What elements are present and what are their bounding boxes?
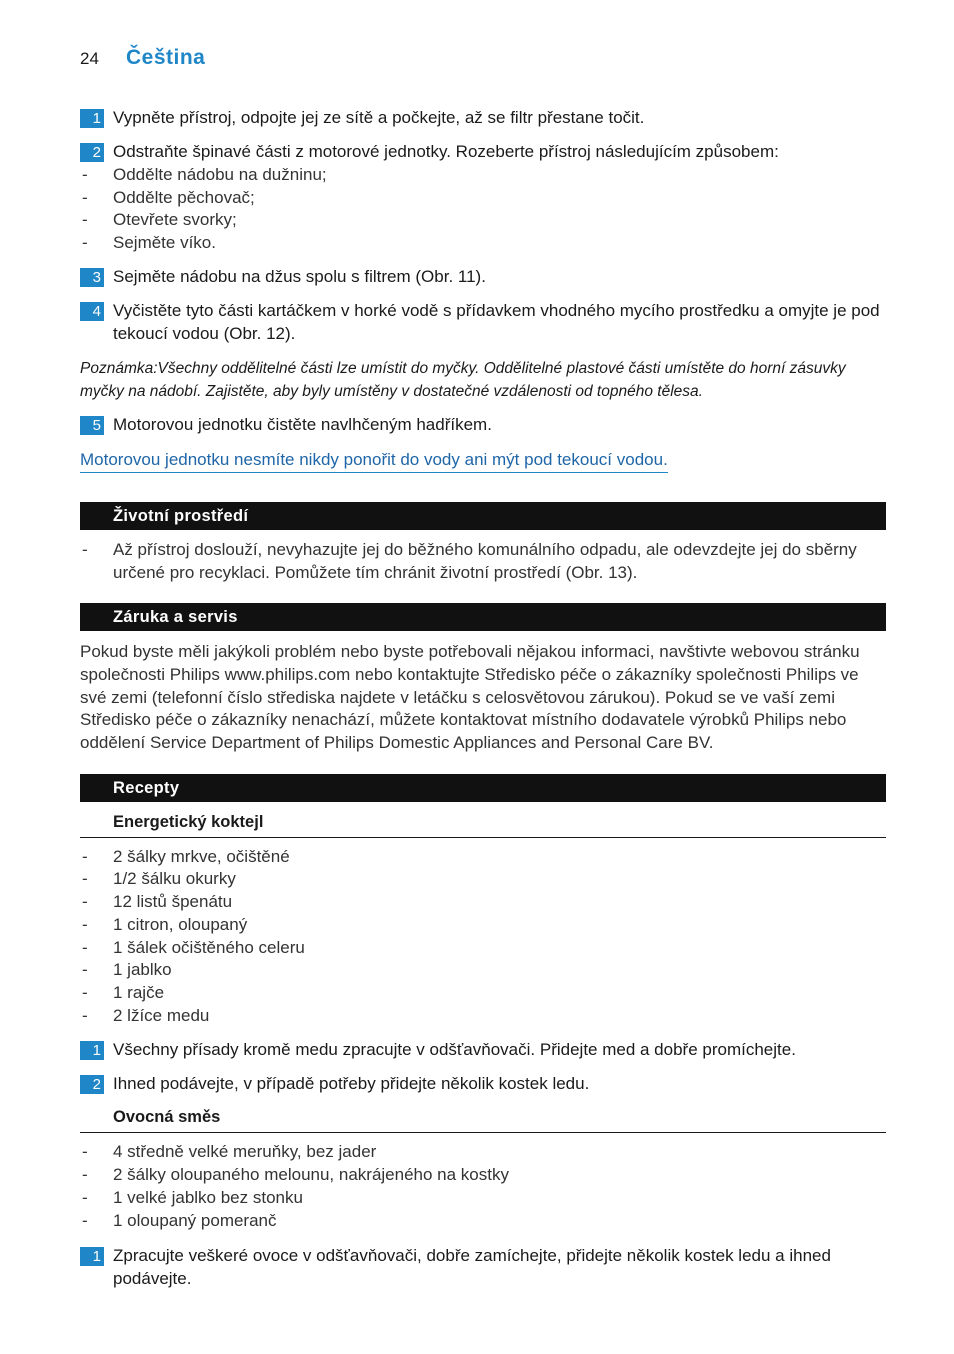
bullet-dash: - (82, 1211, 88, 1230)
bullet-dash: - (82, 960, 88, 979)
guarantee-paragraph: Pokud byste měli jakýkoli problém nebo byste potřebovali nějakou informaci, navštivte webovou stránku společnosti Philips www.philips.com nebo kontaktujte Středisko péče o zákazníky společnosti Philips ve své zemi (telefonní číslo střediska najdete v letáčku s celosvětovou zárukou). Pokud se ve vaší zemi Středisko péče o zákazníky nenachází, můžete kontaktovat místního dodavatele výrobků Philips nebo oddělení Service Department of Philips Domestic Appliances and Personal Care BV. (80, 642, 860, 753)
step-text: Zpracujte veškeré ovoce v odšťavňovači, dobře zamíchejte, přidejte několik kostek ledu a ihned podávejte. (113, 1246, 831, 1288)
page-number: 24 (80, 49, 99, 68)
bullet-dash: - (82, 210, 88, 229)
bullet-dash: - (82, 1188, 88, 1207)
bullet-dash: - (82, 233, 88, 252)
bullet-dash: - (82, 869, 88, 888)
bullet-dash: - (82, 938, 88, 957)
bullet-dash: - (82, 847, 88, 866)
step-number-badge: 1 (80, 1247, 104, 1266)
list-item: - Otevřete svorky; (80, 209, 886, 232)
section-title: Recepty (113, 779, 180, 797)
list-item: - 1/2 šálku okurky (80, 868, 886, 891)
cleaning-step-5 (80, 414, 886, 437)
bullet-dash: - (82, 1142, 88, 1161)
step-text: Vyčistěte tyto části kartáčkem v horké vodě s přídavkem vhodného mycího prostředku a omyjte je pod tekoucí vodou (Obr. 12). (113, 301, 880, 343)
list-item: - 4 středně velké meruňky, bez jader (80, 1141, 886, 1164)
step-text: Ihned podávejte, v případě potřeby přidejte několik kostek ledu. (113, 1074, 590, 1093)
list-item: - 1 rajče (80, 982, 886, 1005)
bullet-dash: - (82, 188, 88, 207)
step-text: Všechny přísady kromě medu zpracujte v odšťavňovači. Přidejte med a dobře promíchejte. (113, 1040, 796, 1059)
bullet-dash: - (82, 915, 88, 934)
cleaning-step-4 (80, 300, 886, 345)
section-title: Životní prostředí (113, 507, 249, 525)
list-item: - Až přístroj doslouží, nevyhazujte jej do běžného komunálního odpadu, ale odevzdejte jej do sběrny určené pro recyklaci. Pomůžete tím chránit životní prostředí (Obr. 13). (82, 540, 857, 582)
section-header-recipes (80, 774, 886, 802)
cleaning-step-3 (80, 266, 886, 289)
subheading-fruit-mix (80, 1106, 886, 1133)
bullet-dash: - (82, 892, 88, 911)
bullet-dash: - (82, 1006, 88, 1025)
warning-text: Motorovou jednotku nesmíte nikdy ponořit do vody ani mýt pod tekoucí vodou. (80, 449, 668, 473)
step-number-badge: 1 (80, 1041, 104, 1060)
section-title: Záruka a servis (113, 608, 238, 626)
list-item: - 1 šálek očištěného celeru (80, 937, 886, 960)
subheading-energy-cocktail (80, 811, 886, 838)
list-item: - 1 oloupaný pomeranč (80, 1210, 886, 1233)
subheading-title: Energetický koktejl (113, 813, 264, 831)
fruit-step-1 (80, 1245, 886, 1290)
list-item: - Sejměte víko. (80, 232, 886, 255)
list-item: - 1 citron, oloupaný (80, 914, 886, 937)
step-number-badge: 1 (80, 109, 104, 128)
section-header-environment (80, 502, 886, 530)
bullet-dash: - (82, 165, 88, 184)
list-item: - 1 velké jablko bez stonku (80, 1187, 886, 1210)
note-text: Poznámka:Všechny oddělitelné části lze umístit do myčky. Oddělitelné plastové části umístěte do horní zásuvky myčky na nádobí. Zajistěte, aby byly umístěny v dostatečné vzdálenosti od topného tělesa. (80, 360, 846, 400)
step-number-badge: 3 (80, 268, 104, 287)
bullet-dash: - (82, 1165, 88, 1184)
step-text: Odstraňte špinavé části z motorové jednotky. Rozeberte přístroj následujícím způsobem: (113, 142, 779, 161)
list-item: - 12 listů špenátu (80, 891, 886, 914)
bullet-dash: - (82, 983, 88, 1002)
step-text: Sejměte nádobu na džus spolu s filtrem (Obr. 11). (113, 267, 486, 286)
step-number-badge: 4 (80, 302, 104, 321)
step-number-badge: 2 (80, 143, 104, 162)
step-text: Motorovou jednotku čistěte navlhčeným hadříkem. (113, 415, 492, 434)
list-item: - 2 šálky oloupaného melounu, nakrájeného na kostky (80, 1164, 886, 1187)
subheading-title: Ovocná směs (113, 1108, 221, 1126)
section-header-guarantee (80, 603, 886, 631)
list-item: - 1 jablko (80, 959, 886, 982)
step-number-badge: 2 (80, 1075, 104, 1094)
cleaning-step-2 (80, 141, 886, 164)
cleaning-step-1 (80, 107, 886, 130)
step-number-badge: 5 (80, 416, 104, 435)
list-item: - 2 šálky mrkve, očištěné (80, 846, 886, 869)
list-item: - 2 lžíce medu (80, 1005, 886, 1028)
language-title: Čeština (126, 46, 206, 69)
list-item: - Oddělte pěchovač; (80, 187, 886, 210)
list-item: - Oddělte nádobu na dužninu; (80, 164, 886, 187)
bullet-dash: - (82, 540, 88, 559)
step-text: Vypněte přístroj, odpojte jej ze sítě a počkejte, až se filtr přestane točit. (113, 108, 645, 127)
energy-step-2 (80, 1073, 886, 1096)
energy-step-1 (80, 1039, 886, 1062)
